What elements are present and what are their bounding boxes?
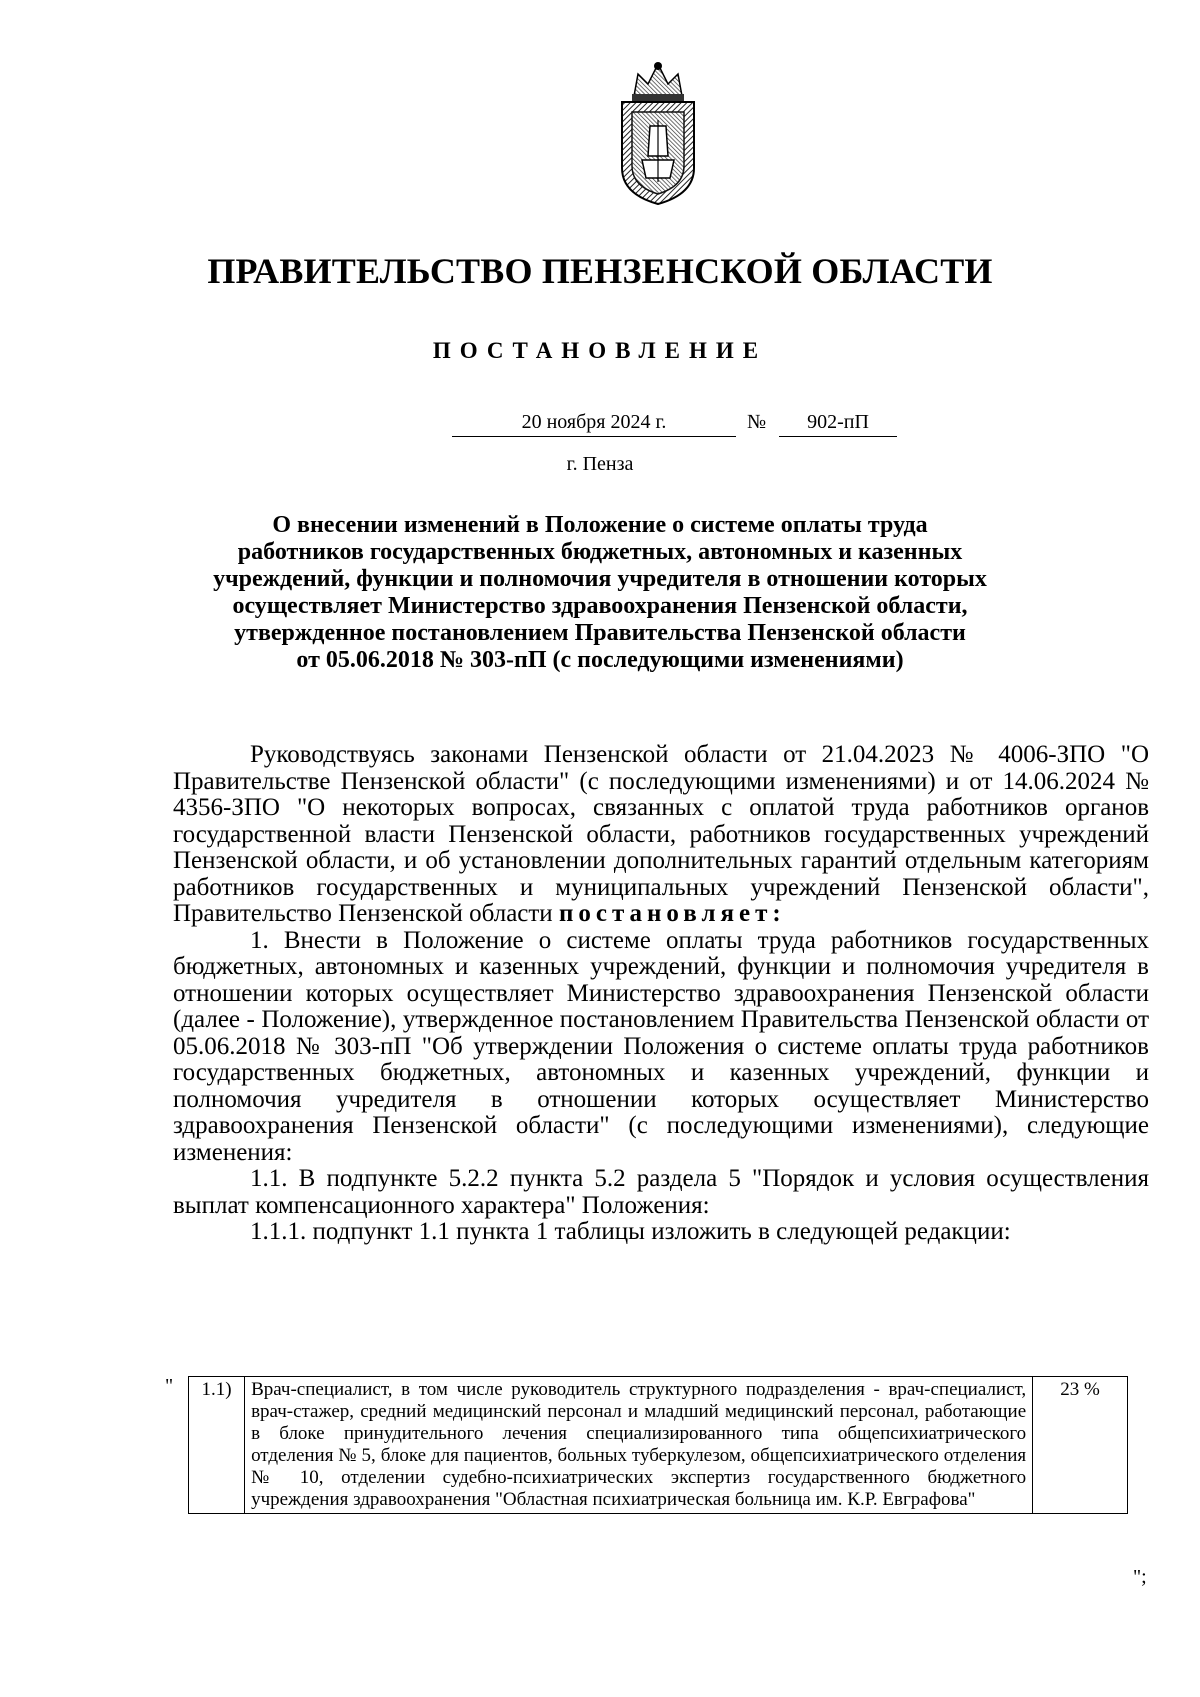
clause-1: 1. Внести в Положение о системе оплаты труда работников государственных бюджетных, автономных и казенных учреждений, функции и полномочия учредителя в отношении которых осуществляет Министерство здравоохранения Пензенской области (далее - Положение), утвержденное постановлением Правительства Пензенской области от 05.06.2018 № 303-пП "Об утверждении Положения о системе оплаты труда работников государственных бюджетных, автономных и казенных учреждений, функции и полномочия учредителя в отношении которых осуществляет Министерство здравоохранения Пензенской области" (с последующими изменениями), следующие изменения: <box>173 926 1149 1166</box>
subject-line: работников государственных бюджетных, автономных и казенных <box>237 539 963 565</box>
row-description: Врач-специалист, в том числе руководитель структурного подразделения - врач-специалист, врач-стажер, средний медицинский персонал и младший медицинский персонал, работающие в блоке принудительного лечения специализированного типа общепсихиатрического отделения № 5, блоке для пациентов, больных туберкулезом, общепсихиатрического отделения № 10, отделении судебно-психиатрических экспертиз государственного бюджетного учреждения здравоохранения "Областная психиатрическая больница им. К.Р. Евграфова" <box>245 1377 1033 1514</box>
document-number: 902-пП <box>779 411 897 437</box>
document-city: г. Пенза <box>566 453 634 475</box>
subject-line: учреждений, функции и полномочия учредителя в отношении которых <box>213 566 987 592</box>
row-percent: 23 % <box>1033 1377 1128 1514</box>
subject-line: осуществляет Министерство здравоохранения Пензенской области, <box>232 593 968 619</box>
clause-1-1-1: 1.1.1. подпункт 1.1 пункта 1 таблицы изложить в следующей редакции: <box>250 1218 1011 1245</box>
document-body <box>173 742 1149 1246</box>
number-sign: № <box>747 411 767 433</box>
closing-quote: "; <box>1133 1566 1147 1588</box>
government-name: ПРАВИТЕЛЬСТВО ПЕНЗЕНСКОЙ ОБЛАСТИ <box>207 251 993 291</box>
preamble-paragraph <box>173 742 1149 928</box>
document-date: 20 ноября 2024 г. <box>452 411 736 437</box>
subject-line: от 05.06.2018 № 303-пП (с последующими изменениями) <box>296 647 904 673</box>
amendment-table <box>188 1376 1128 1514</box>
subject-line: утвержденное постановлением Правительства Пензенской области <box>234 620 966 646</box>
subject-line: О внесении изменений в Положение о системе оплаты труда <box>272 512 928 538</box>
resolves-word: постановляет: <box>558 900 786 927</box>
table-row <box>189 1377 1128 1514</box>
document-type: ПОСТАНОВЛЕНИЕ <box>432 338 768 363</box>
document-subject <box>150 512 1050 674</box>
clause-1-1: 1.1. В подпункте 5.2.2 пункта 5.2 раздела 5 "Порядок и условия осуществления выплат компенсационного характера" Положения: <box>173 1165 1149 1219</box>
row-number: 1.1) <box>189 1377 245 1514</box>
coat-of-arms-icon <box>610 60 706 208</box>
opening-quote: " <box>165 1375 174 1397</box>
preamble-text: Руководствуясь законами Пензенской области от 21.04.2023 № 4006-ЗПО "О Правительстве Пензенской области" (с последующими изменениями) и от 14.06.2024 № 4356-ЗПО "О некоторых вопросах, связанных с оплатой труда работников органов государственной власти Пензенской области, работников государственных учреждений Пензенской области, и об установлении дополнительных гарантий отдельным категориям работников государственных и муниципальных учреждений Пензенской области", Правительство Пензенской области <box>173 741 1149 927</box>
